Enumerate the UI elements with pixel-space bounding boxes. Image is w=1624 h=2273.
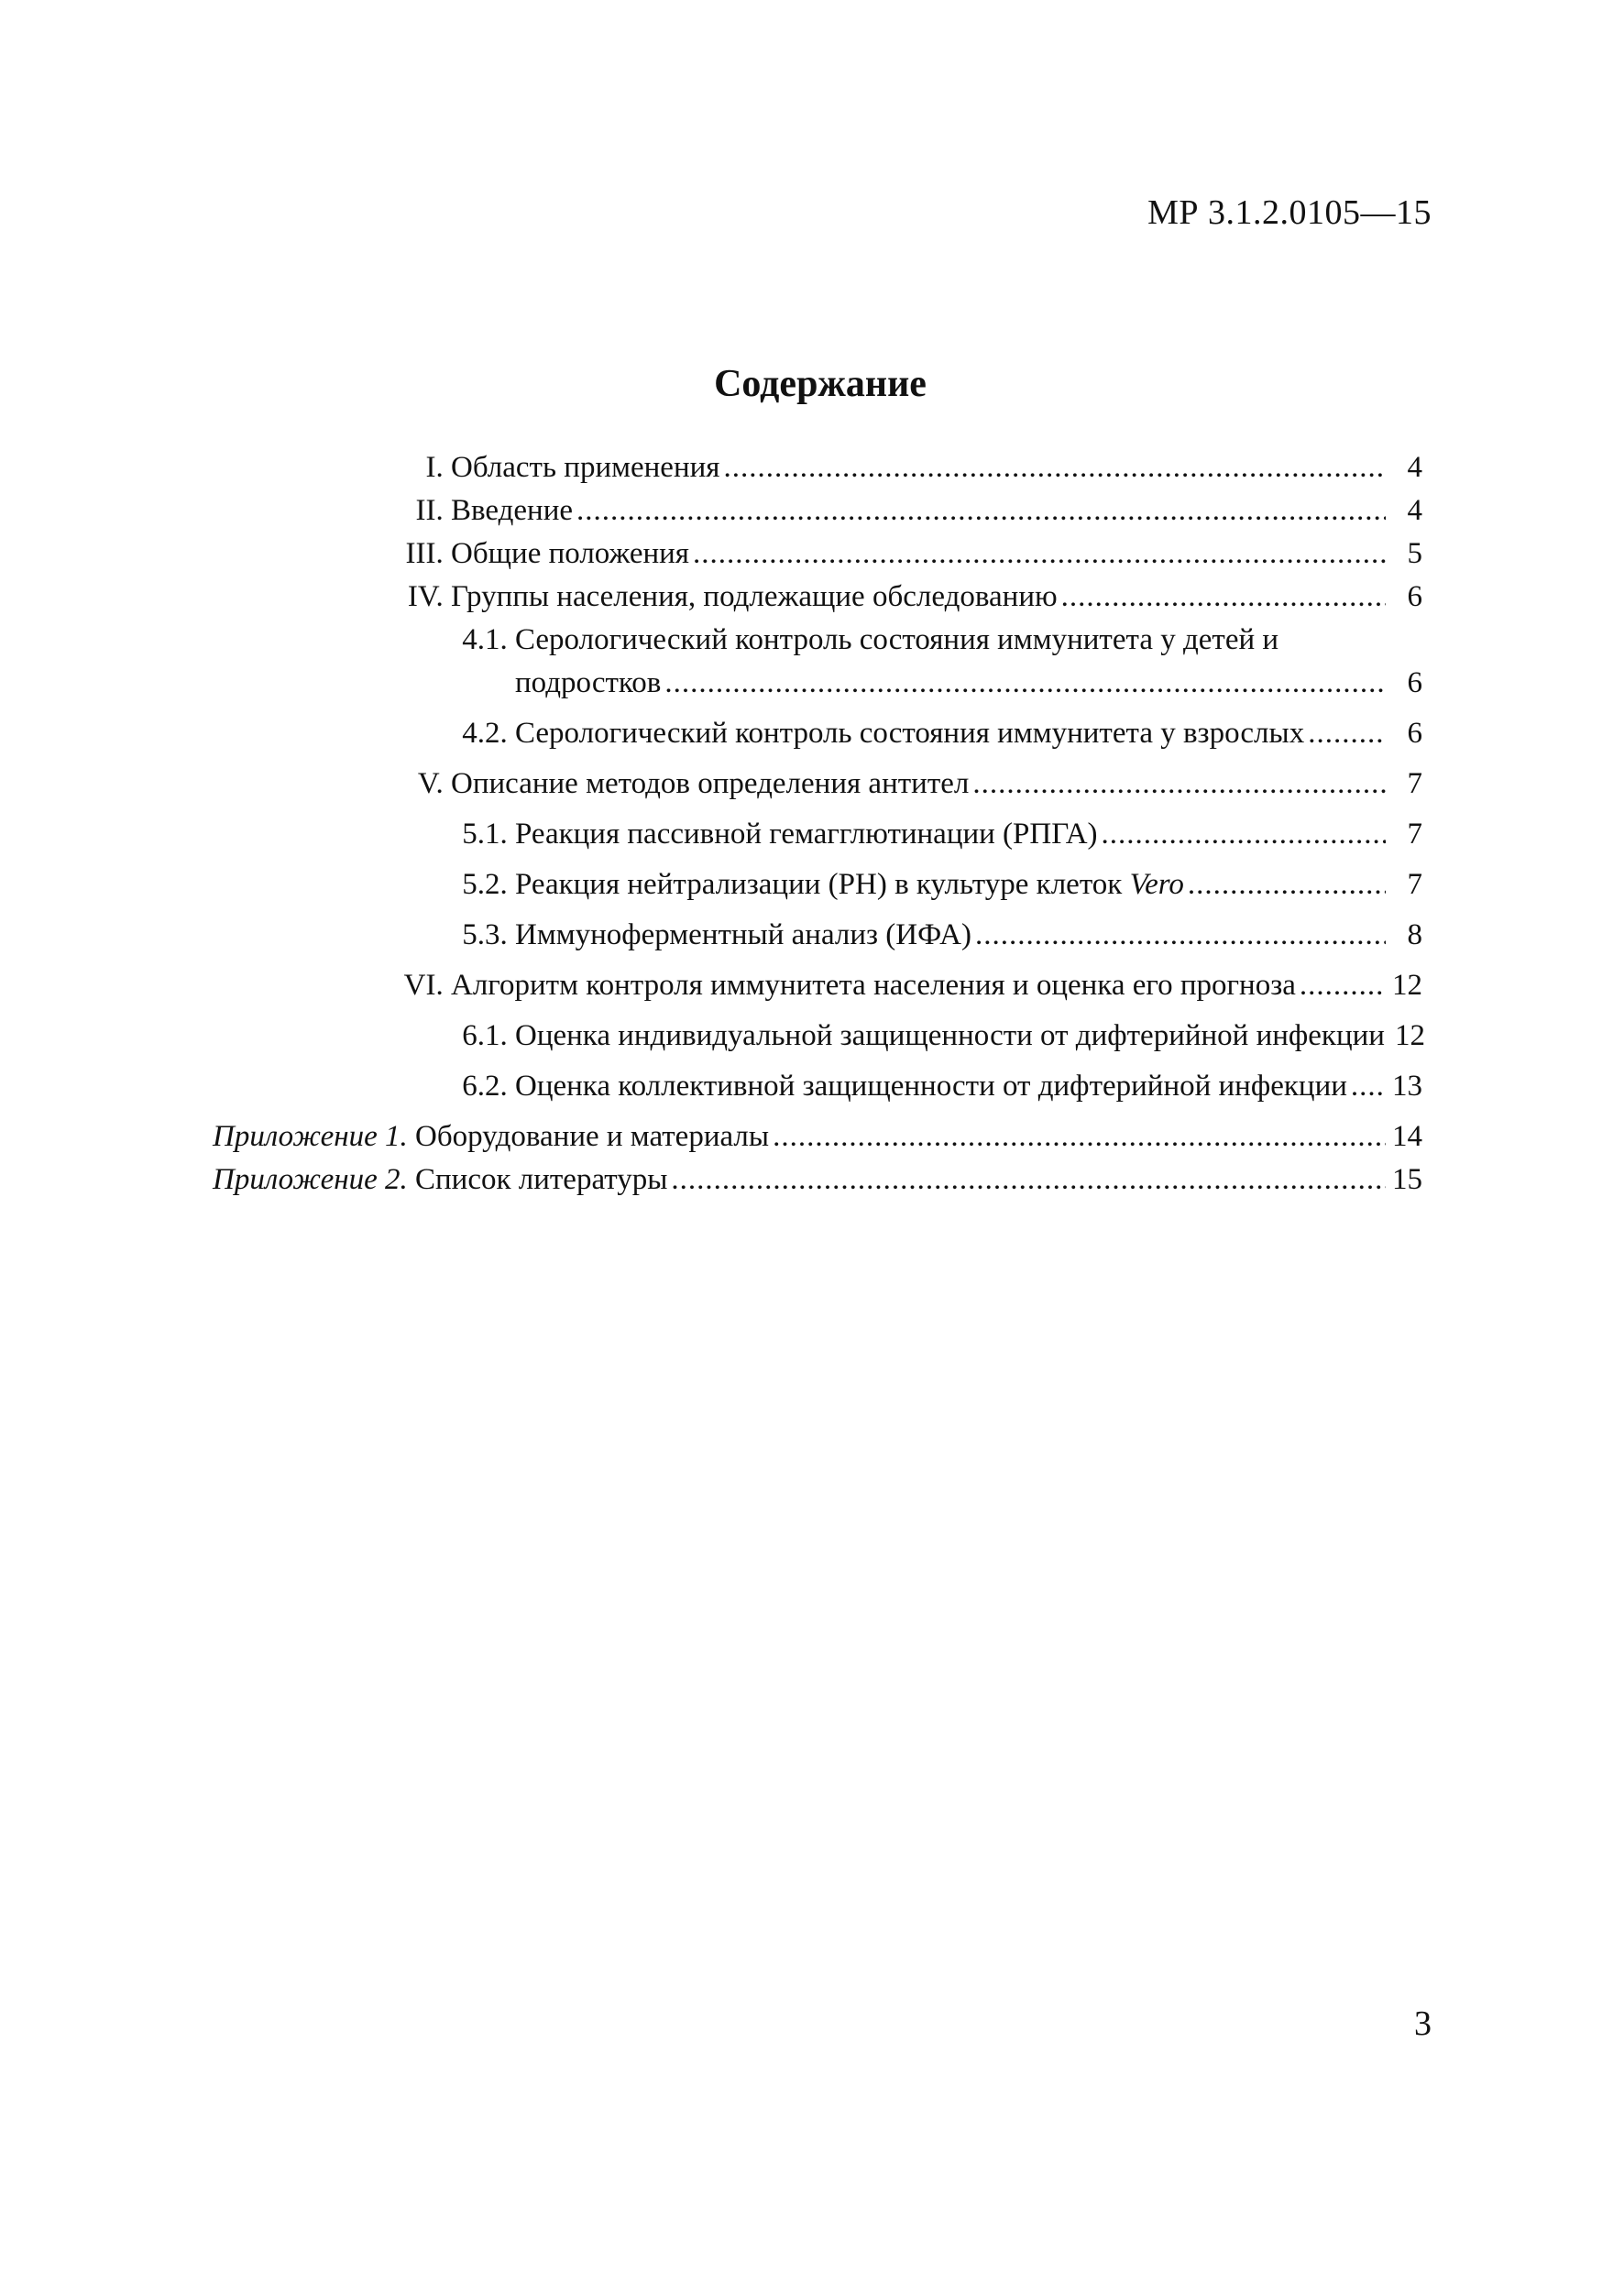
toc-item-text: Оценка коллективной защищенности от дифтерийной инфекции	[515, 1070, 1347, 1103]
toc-item-page: 7	[1407, 818, 1422, 851]
toc-item-1[interactable]	[213, 446, 1422, 489]
toc-leader-dots	[1300, 964, 1386, 1007]
toc-item-text: Оценка индивидуальной защищенности от дифтерийной инфекции	[515, 1019, 1385, 1052]
toc-item-text-line1: Серологический контроль состояния иммунитета у детей и	[515, 623, 1279, 656]
toc-item-page: 4	[1407, 494, 1422, 527]
toc-item-2[interactable]	[213, 489, 1422, 533]
toc-item-text: Введение	[451, 494, 574, 527]
toc-item-page: 7	[1407, 868, 1422, 901]
toc-item-text-italic: Vero	[1129, 868, 1184, 901]
toc-item-number: I.	[425, 451, 451, 484]
toc-item-number: 4.1.	[462, 623, 515, 656]
toc-item-page: 14	[1392, 1120, 1422, 1153]
toc-item-text: Серологический контроль состояния иммунитета у взрослых	[515, 717, 1305, 750]
toc-item-number: 6.1.	[462, 1019, 515, 1052]
toc-title: Содержание	[714, 363, 927, 405]
toc-item-page: 8	[1407, 918, 1422, 951]
toc-item-page: 5	[1407, 537, 1422, 570]
toc-item-5-3[interactable]	[213, 914, 1422, 957]
toc-item-number: 6.2.	[462, 1070, 515, 1103]
toc-item-number: IV.	[407, 580, 451, 613]
toc-item-6[interactable]	[213, 964, 1422, 1007]
toc-leader-dots	[1188, 863, 1386, 906]
toc-item-5-2[interactable]	[213, 863, 1422, 906]
toc-item-text: Общие положения	[451, 537, 689, 570]
toc-item-4-2[interactable]	[213, 712, 1422, 755]
toc-item-5[interactable]	[213, 763, 1422, 806]
toc-leader-dots	[723, 446, 1386, 489]
toc-leader-dots	[1351, 1065, 1386, 1108]
toc-item-3[interactable]	[213, 533, 1422, 576]
toc-item-text: Реакция нейтрализации (РН) в культуре клеток	[515, 868, 1130, 901]
toc-item-text: Алгоритм контроля иммунитета населения и оценка его прогноза	[451, 969, 1296, 1002]
toc-leader-dots	[693, 533, 1386, 576]
toc-item-4[interactable]	[213, 576, 1422, 619]
toc-leader-dots	[773, 1115, 1386, 1158]
toc-leader-dots	[1061, 576, 1386, 619]
toc-item-text: Список литературы	[407, 1163, 668, 1196]
toc-item-number: II.	[415, 494, 451, 527]
toc-leader-dots	[1308, 712, 1386, 755]
toc-item-5-1[interactable]	[213, 813, 1422, 856]
toc-item-page: 6	[1407, 666, 1422, 699]
toc-item-page: 13	[1392, 1070, 1422, 1103]
toc-item-page: 12	[1392, 969, 1422, 1002]
toc-item-number: 4.2.	[462, 717, 515, 750]
toc-item-6-1[interactable]	[213, 1015, 1425, 1058]
toc-item-number: 5.1.	[462, 818, 515, 851]
toc-item-4-1[interactable]	[213, 619, 1422, 705]
toc-leader-dots	[664, 662, 1386, 705]
toc-leader-dots	[975, 914, 1386, 957]
toc-appendix-2[interactable]	[213, 1158, 1422, 1202]
toc-item-number: III.	[405, 537, 451, 570]
toc-item-number: 5.3.	[462, 918, 515, 951]
toc-appendix-label: Приложение 2.	[213, 1163, 408, 1196]
page-number: 3	[1414, 2004, 1432, 2043]
toc-item-page: 7	[1407, 767, 1422, 800]
toc-item-page: 6	[1407, 580, 1422, 613]
toc-item-text-line2: подростков	[515, 666, 662, 699]
toc-leader-dots	[1102, 813, 1386, 856]
toc-appendix-label: Приложение 1.	[213, 1120, 408, 1153]
toc-item-number: VI.	[403, 969, 451, 1002]
toc-leader-dots	[671, 1158, 1386, 1202]
document-code: МР 3.1.2.0105—15	[1147, 193, 1432, 232]
toc-item-number: 5.2.	[462, 868, 515, 901]
toc-item-text: Группы населения, подлежащие обследованию	[451, 580, 1058, 613]
toc-item-page: 4	[1407, 451, 1422, 484]
toc-item-number: V.	[417, 767, 451, 800]
table-of-contents	[213, 446, 1425, 1202]
toc-item-text: Область применения	[451, 451, 720, 484]
toc-item-page: 6	[1407, 717, 1422, 750]
toc-item-page: 15	[1392, 1163, 1422, 1196]
toc-item-text: Описание методов определения антител	[451, 767, 970, 800]
toc-item-6-2[interactable]	[213, 1065, 1422, 1108]
toc-leader-dots	[972, 763, 1386, 806]
toc-item-text: Реакция пассивной гемагглютинации (РПГА)	[515, 818, 1098, 851]
toc-item-page: 12	[1394, 1019, 1425, 1052]
toc-item-text: Оборудование и материалы	[407, 1120, 770, 1153]
toc-item-text: Иммуноферментный анализ (ИФА)	[515, 918, 971, 951]
toc-leader-dots	[576, 489, 1386, 533]
toc-appendix-1[interactable]	[213, 1115, 1422, 1158]
